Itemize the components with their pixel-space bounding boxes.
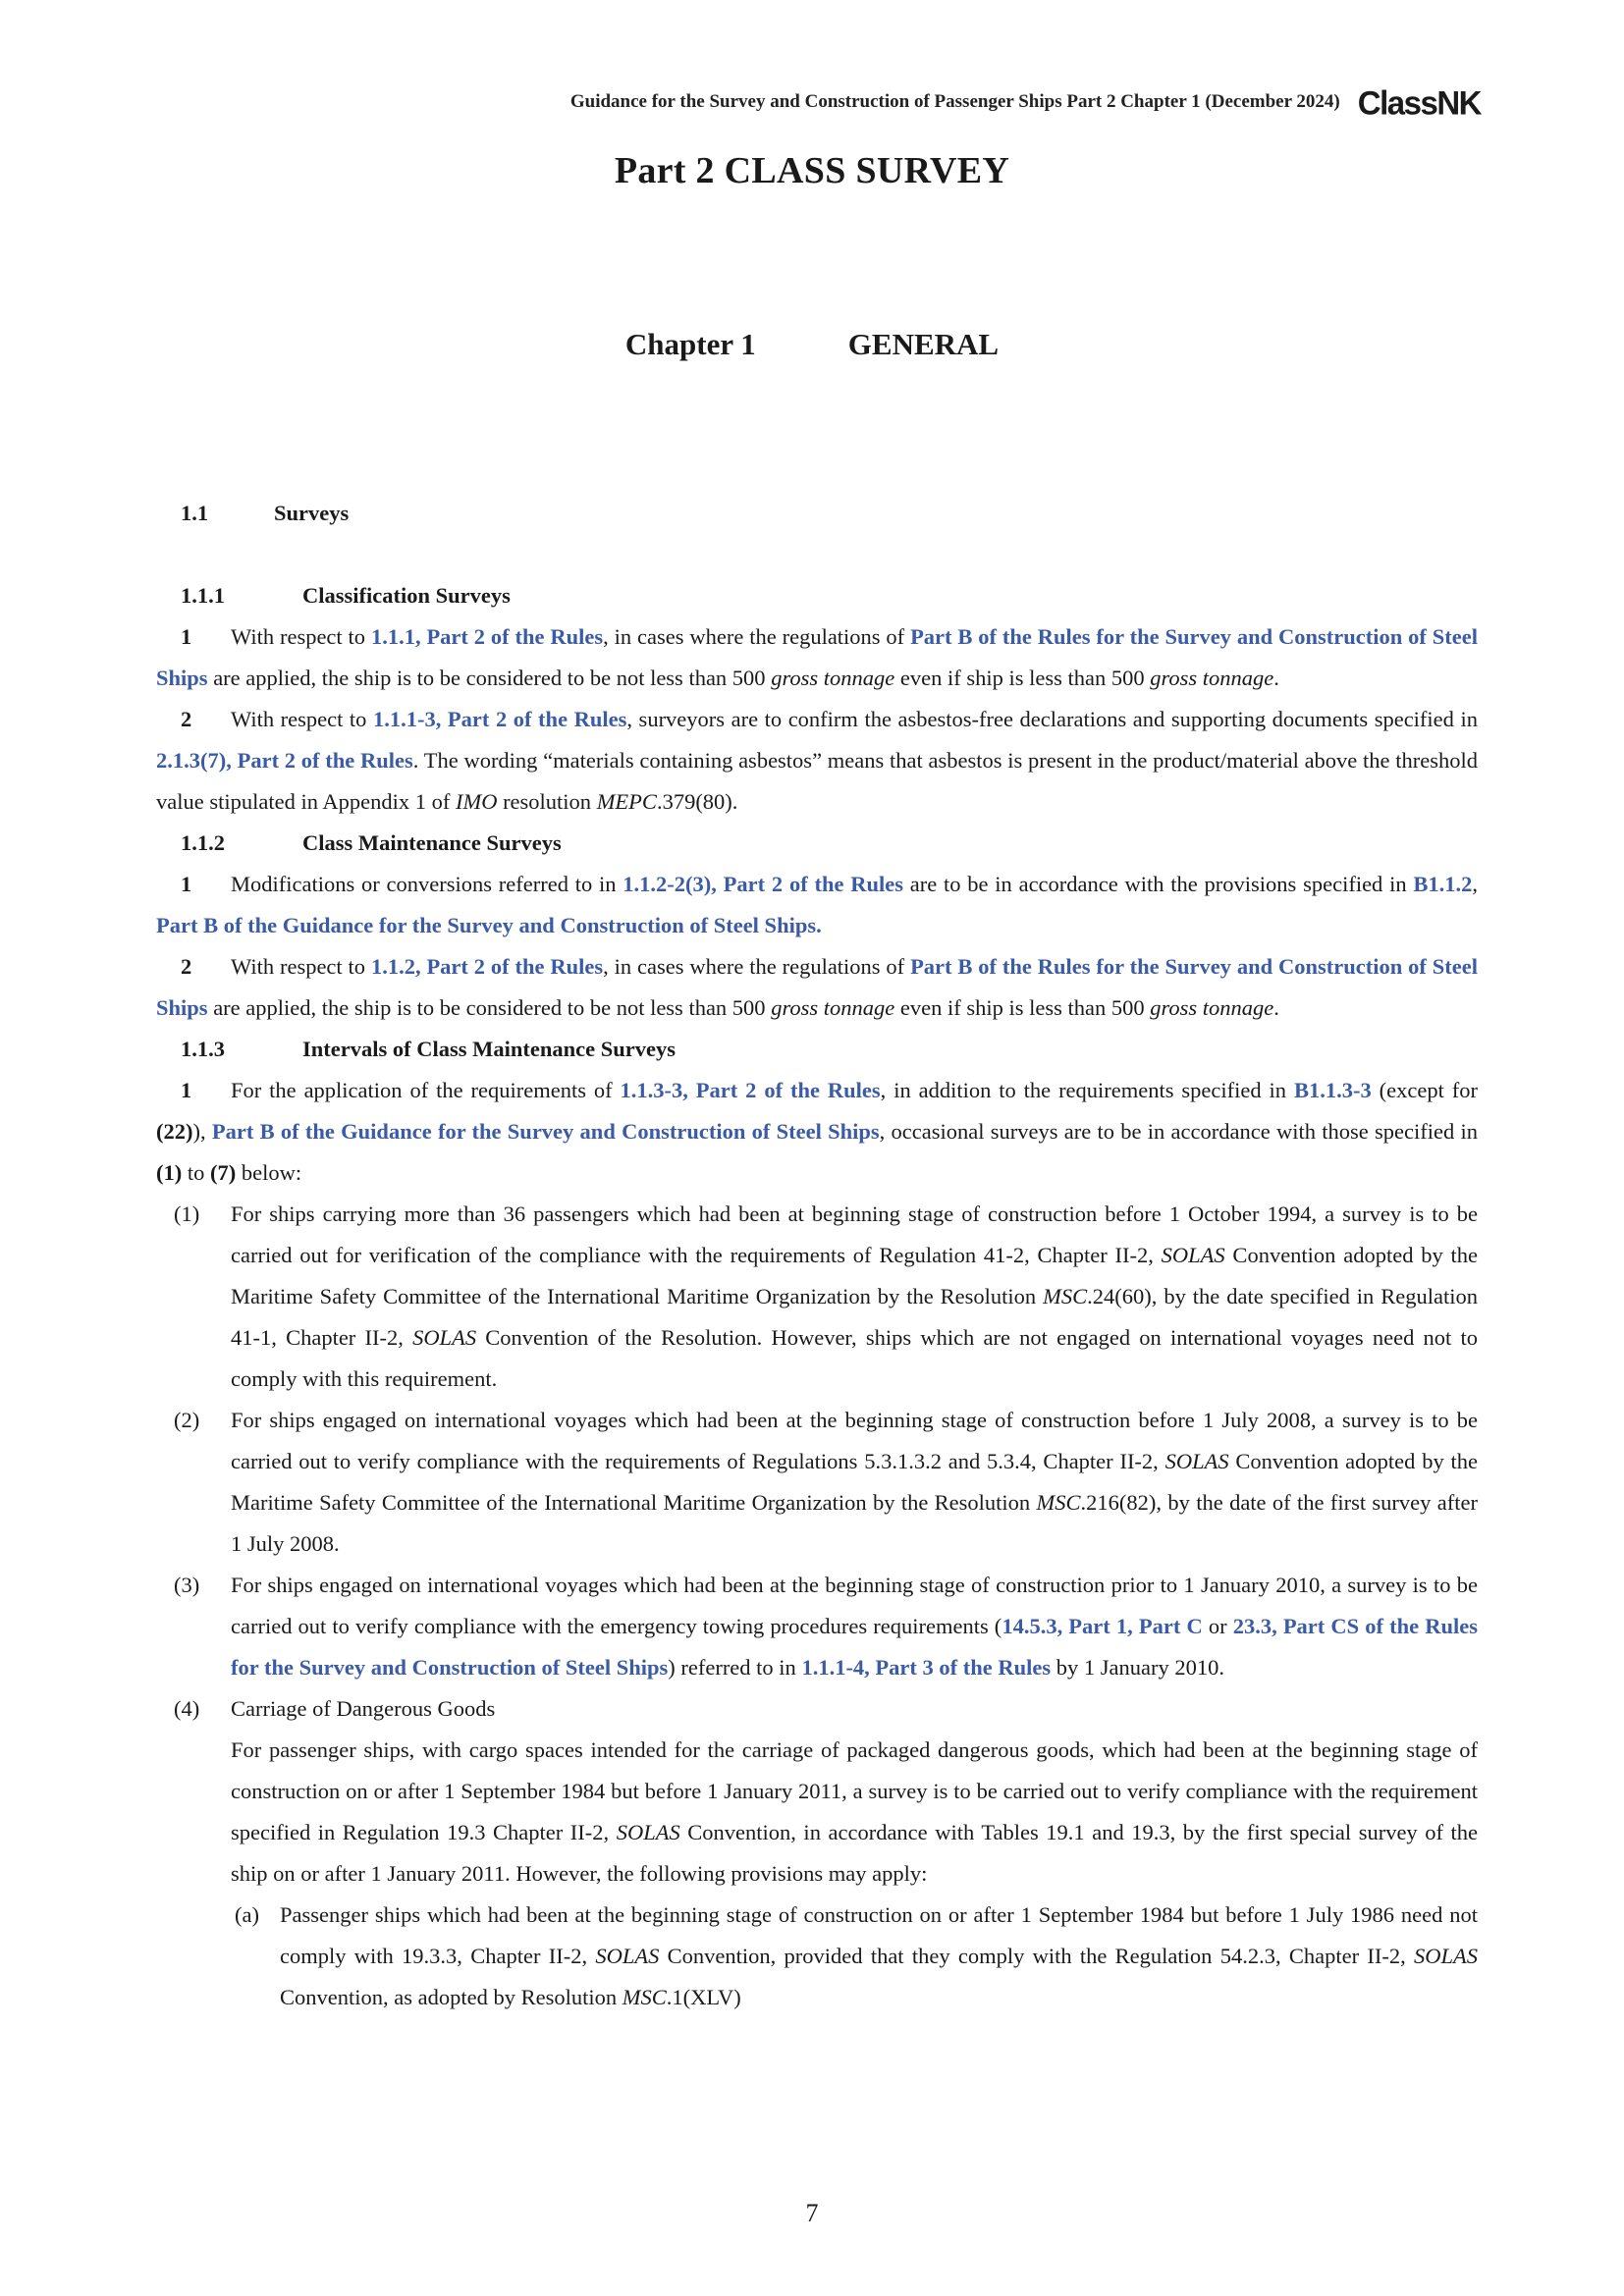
section-number: 1.1 (181, 501, 209, 525)
text: ), (192, 1119, 212, 1144)
rule-reference-link[interactable]: Part B of the Guidance for the Survey and Construction of Steel Ships. (156, 913, 822, 937)
section-title: Classification Surveys (302, 583, 511, 608)
rule-reference-link[interactable]: Part B of the Rules for the Survey and Construction of Steel Ships (156, 624, 1478, 690)
italic-term: SOLAS (412, 1325, 477, 1350)
italic-term: MSC (622, 1985, 667, 2009)
section-title: Surveys (274, 501, 350, 525)
item-label: (4) (174, 1696, 200, 1721)
part-title: Part 2 CLASS SURVEY (614, 150, 1010, 191)
bold-text: (7) (210, 1160, 237, 1185)
text: by 1 January 2010. (1051, 1655, 1225, 1680)
text: For ships carrying more than 36 passengers which had been at beginning stage of construction before 1 October 1994, a survey is to be carried out for verification of the compliance with the requirements of Regulation 41-2, Chapter II-2, (231, 1201, 1478, 1267)
rule-reference-link[interactable]: 1.1.2, Part 2 of the Rules (370, 954, 604, 979)
paragraph-number: 1 (181, 624, 192, 649)
text: . (1273, 995, 1279, 1020)
rule-reference-link[interactable]: 1.1.1-3, Part 2 of the Rules (372, 707, 627, 731)
text: For the application of the requirements of (231, 1078, 621, 1102)
document-body (156, 493, 1478, 2018)
text: .24(60), by the date specified in Regulation 41-1, Chapter II-2, (231, 1284, 1478, 1350)
paragraph-number: 1 (181, 1078, 192, 1102)
italic-term: SOLAS (1413, 1944, 1478, 1968)
rule-reference-link[interactable]: 1.1.2-2(3), Part 2 of the Rules (623, 872, 903, 896)
italic-term: MEPC (596, 789, 657, 814)
list-item-1 (156, 1194, 1478, 1400)
rule-reference-link[interactable]: Part B of the Guidance for the Survey and Construction of Steel Ships (211, 1119, 880, 1144)
text: even if ship is less than 500 (894, 995, 1151, 1020)
text: For ships engaged on international voyages which had been at the beginning stage of construction prior to 1 January 2010, a survey is to be carried out to verify compliance with the emergency towing procedures requirements ( (231, 1573, 1478, 1638)
text: Convention, in accordance with Tables 19.1 and 19.3, by the first special survey of the ship on or after 1 January 2011. However, the following provisions may apply: (231, 1820, 1479, 1886)
chapter-title (0, 327, 1624, 362)
italic-term: IMO (455, 789, 498, 814)
item-heading: Carriage of Dangerous Goods (231, 1696, 496, 1721)
paragraph-1-1-2-2 (156, 946, 1478, 1029)
text: , occasional surveys are to be in accordance with those specified in (879, 1119, 1478, 1144)
italic-term: MSC (1043, 1284, 1088, 1308)
text: or (1202, 1614, 1233, 1638)
paragraph-number: 1 (181, 872, 192, 896)
item-label: (2) (174, 1408, 200, 1432)
text: Convention adopted by the Maritime Safety Committee of the International Maritime Organization by the Resolution (231, 1243, 1478, 1308)
paragraph-1-1-2-1 (156, 864, 1478, 946)
text: , surveyors are to confirm the asbestos-free declarations and supporting documents specified in (626, 707, 1478, 731)
text: , in cases where the regulations of (603, 624, 911, 649)
text: are to be in accordance with the provisions specified in (903, 872, 1414, 896)
list-item-4-heading (156, 1688, 1478, 1730)
italic-term: SOLAS (1164, 1449, 1229, 1473)
rule-reference-link[interactable]: 2.1.3(7), Part 2 of the Rules (156, 748, 413, 773)
text: With respect to (231, 624, 371, 649)
text: .1(XLV) (666, 1985, 741, 2009)
paragraph-number: 2 (181, 954, 192, 979)
text: Modifications or conversions referred to in (231, 872, 623, 896)
sub-item-label: (a) (235, 1902, 259, 1927)
chapter-name: GENERAL (847, 327, 1000, 361)
text: , (1472, 872, 1478, 896)
section-title: Class Maintenance Surveys (302, 830, 562, 855)
italic-term: SOLAS (1161, 1243, 1225, 1267)
running-title: Guidance for the Survey and Construction of Passenger Ships Part 2 Chapter 1 (December 2024) (569, 91, 1340, 112)
text: .216(82), by the date of the first survey after 1 July 2008. (231, 1490, 1478, 1556)
text: Convention adopted by the Maritime Safety Committee of the International Maritime Organization by the Resolution (231, 1449, 1478, 1515)
bold-text: (22) (156, 1119, 193, 1144)
text: With respect to (231, 954, 371, 979)
section-heading-1-1-1 (156, 575, 1478, 616)
item-label: (1) (174, 1201, 200, 1226)
text: For ships engaged on international voyages which had been at the beginning stage of construction before 1 July 2008, a survey is to be carried out to verify compliance with the requirements of Regulations 5.3.1.3.2 and 5.3.4, Chapter II-2, (231, 1408, 1478, 1473)
text: to (182, 1160, 211, 1185)
rule-reference-link[interactable]: 23.3, Part CS of the Rules for the Survey and Construction of Steel Ships (231, 1614, 1479, 1680)
list-item-4-body (156, 1730, 1478, 1895)
text: even if ship is less than 500 (894, 666, 1151, 690)
section-heading-1-1 (156, 493, 1478, 534)
italic-term: gross tonnage (1150, 995, 1274, 1020)
text: below: (236, 1160, 302, 1185)
list-item-3 (156, 1565, 1478, 1688)
text: Convention of the Resolution. However, ships which are not engaged on international voyages need not to comply with this requirement. (231, 1325, 1478, 1391)
italic-term: SOLAS (616, 1820, 680, 1844)
text: . The wording “materials containing asbestos” means that asbestos is present in the product/material above the threshold value stipulated in Appendix 1 of (156, 748, 1478, 814)
italic-term: MSC (1036, 1490, 1081, 1515)
rule-reference-link[interactable]: B1.1.3-3 (1293, 1078, 1372, 1102)
text: , in addition to the requirements specified in (880, 1078, 1294, 1102)
rule-reference-link[interactable]: 14.5.3, Part 1, Part C (1001, 1614, 1203, 1638)
section-number: 1.1.3 (181, 1037, 225, 1061)
text: are applied, the ship is to be considered to be not less than 500 (207, 995, 772, 1020)
text: . (1273, 666, 1279, 690)
paragraph-1-1-3-1 (156, 1070, 1478, 1194)
page-number: 7 (805, 2199, 819, 2227)
rule-reference-link[interactable]: 1.1.1, Part 2 of the Rules (370, 624, 604, 649)
rule-reference-link[interactable]: 1.1.1-4, Part 3 of the Rules (801, 1655, 1052, 1680)
section-heading-1-1-3 (156, 1029, 1478, 1070)
list-item-2 (156, 1400, 1478, 1565)
paragraph-1-1-1-2 (156, 699, 1478, 823)
text: For passenger ships, with cargo spaces intended for the carriage of packaged dangerous goods, which had been at the beginning stage of construction on or after 1 September 1984 but before 1 January 2011, a survey is to be carried out to verify compliance with the requirement specified in Regulation 19.3 Chapter II-2, (231, 1737, 1478, 1844)
rule-reference-link[interactable]: B1.1.2 (1413, 872, 1473, 896)
text: Convention, provided that they comply with the Regulation 54.2.3, Chapter II-2, (659, 1944, 1414, 1968)
text: are applied, the ship is to be considered to be not less than 500 (207, 666, 772, 690)
text: Passenger ships which had been at the beginning stage of construction on or after 1 September 1984 but before 1 July 1986 need not comply with 19.3.3, Chapter II-2, (280, 1902, 1478, 1968)
chapter-number: Chapter 1 (624, 327, 756, 361)
running-header (570, 82, 1481, 122)
rule-reference-link[interactable]: 1.1.3-3, Part 2 of the Rules (620, 1078, 881, 1102)
italic-term: gross tonnage (771, 995, 895, 1020)
item-label: (3) (174, 1573, 200, 1597)
section-number: 1.1.2 (181, 830, 225, 855)
italic-term: gross tonnage (1150, 666, 1274, 690)
paragraph-number: 2 (181, 707, 192, 731)
text: .379(80). (656, 789, 738, 814)
section-number: 1.1.1 (181, 583, 225, 608)
text: resolution (497, 789, 597, 814)
rule-reference-link[interactable]: Part B of the Rules for the Survey and Construction of Steel Ships (156, 954, 1478, 1020)
text: ) referred to in (668, 1655, 802, 1680)
text: (except for (1371, 1078, 1478, 1102)
section-heading-1-1-2 (156, 823, 1478, 864)
text: With respect to (231, 707, 373, 731)
sub-item-a (156, 1895, 1478, 2018)
italic-term: SOLAS (595, 1944, 660, 1968)
paragraph-1-1-1-1 (156, 616, 1478, 699)
text: , in cases where the regulations of (603, 954, 911, 979)
bold-text: (1) (156, 1160, 183, 1185)
italic-term: gross tonnage (771, 666, 895, 690)
classnk-logo: ClassNK (1357, 82, 1481, 122)
text: Convention, as adopted by Resolution (280, 1985, 623, 2009)
section-title: Intervals of Class Maintenance Surveys (302, 1037, 676, 1061)
